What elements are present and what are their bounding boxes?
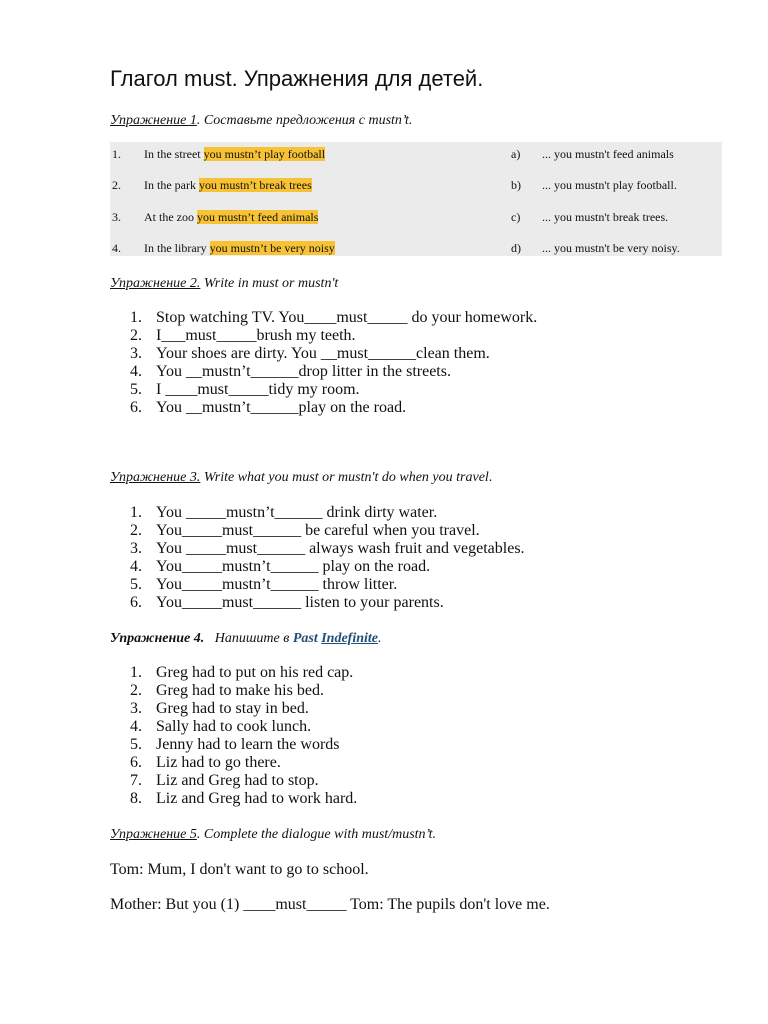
row-prefix: In the library [144,241,210,255]
dialogue-line: Tom: Mum, I don't want to go to school. [110,861,369,878]
list-item: 3. Greg had to stay in bed. [130,700,309,717]
indefinite-link[interactable]: Indefinite [321,631,378,646]
exercise-3-heading [110,470,492,486]
table-row [110,239,722,259]
exercise-1-heading [110,113,412,129]
row-answer: ... you mustn't feed animals [542,147,674,161]
list-item: 3. You _____must______ always wash fruit and vegetables. [130,540,525,557]
list-item: 4. Sally had to cook lunch. [130,718,312,735]
dialogue-line: Mother: But you (1) ____must_____ Tom: The pupils don't love me. [110,896,550,913]
row-sentence [144,210,318,225]
row-prefix: In the street [144,147,204,161]
list-item: 3. Your shoes are dirty. You __must______clean them. [130,345,490,362]
list-item: 2. I___must_____brush my teeth. [130,327,356,344]
list-item: 5. Jenny had to learn the words [130,736,340,753]
list-item: 5. I ____must_____tidy my room. [130,381,360,398]
exercise-2-list [130,309,537,417]
list-item: 1. Stop watching TV. You____must_____ do your homework. [130,309,538,326]
list-item: 6. You_____must______ listen to your parents. [130,594,444,611]
row-letter: a) [511,147,521,161]
row-highlight: you mustn’t feed animals [197,210,319,224]
list-item: 6. Liz had to go there. [130,754,281,771]
row-number: 1. [112,147,121,161]
page-title: Глагол must. Упражнения для детей. [110,66,484,91]
table-row [110,145,722,165]
exercise-1-table [110,142,722,256]
exercise-3-instruction: Write what you must or mustn't do when you travel [200,470,489,485]
exercise-5-instruction: . Complete the dialogue with must/mustn’t. [196,827,437,842]
table-row [110,208,722,228]
row-highlight: you mustn’t break trees [198,178,312,192]
row-letter: d) [511,241,521,255]
exercise-4-list [130,664,357,808]
row-letter: c) [511,210,521,224]
row-answer: ... you mustn't break trees. [542,210,669,224]
exercise-1-instruction: . Составьте предложения с mustn’t. [196,113,413,128]
list-item: 2. Greg had to make his bed. [130,682,324,699]
row-sentence [144,147,325,162]
row-number: 2. [112,178,121,192]
row-prefix: In the park [144,178,199,192]
exercise-2-instruction: Write in must or mustn't [200,276,339,291]
list-item: 8. Liz and Greg had to work hard. [130,790,358,807]
exercise-4-label: Упражнение 4. [110,631,205,646]
exercise-3-label: Упражнение 3. [110,470,201,485]
exercise-2-heading [110,276,338,292]
exercise-4-instruction: Напишите в [204,631,293,646]
list-item: 5. You_____mustn’t______ throw litter. [130,576,398,593]
exercise-4-heading [110,631,382,647]
row-highlight: you mustn’t play football [203,147,326,161]
list-item: 4. You __mustn’t______drop litter in the streets. [130,363,451,380]
table-row [110,176,722,196]
row-number: 4. [112,241,121,255]
row-highlight: you mustn’t be very noisy [209,241,335,255]
list-item: 2. You_____must______ be careful when you travel. [130,522,480,539]
row-answer: ... you mustn't play football. [542,178,677,192]
exercise-1-label: Упражнение 1 [110,113,197,128]
exercise-3-list [130,504,525,612]
row-prefix: At the zoo [144,210,197,224]
exercise-5-heading [110,827,436,843]
list-item: 7. Liz and Greg had to stop. [130,772,319,789]
exercise-3-period: . [488,470,493,485]
list-item: 4. You_____mustn’t______ play on the road. [130,558,431,575]
row-sentence [144,178,312,193]
list-item: 1. You _____mustn’t______ drink dirty water. [130,504,438,521]
exercise-4-period: . [378,631,382,646]
row-sentence [144,241,335,256]
exercise-2-label: Упражнение 2. [110,276,201,291]
list-item: 1. Greg had to put on his red cap. [130,664,354,681]
row-letter: b) [511,178,521,192]
past-link[interactable]: Past [292,631,318,646]
list-item: 6. You __mustn’t______play on the road. [130,399,407,416]
row-answer: ... you mustn't be very noisy. [542,241,680,255]
row-number: 3. [112,210,121,224]
exercise-5-label: Упражнение 5 [110,827,197,842]
